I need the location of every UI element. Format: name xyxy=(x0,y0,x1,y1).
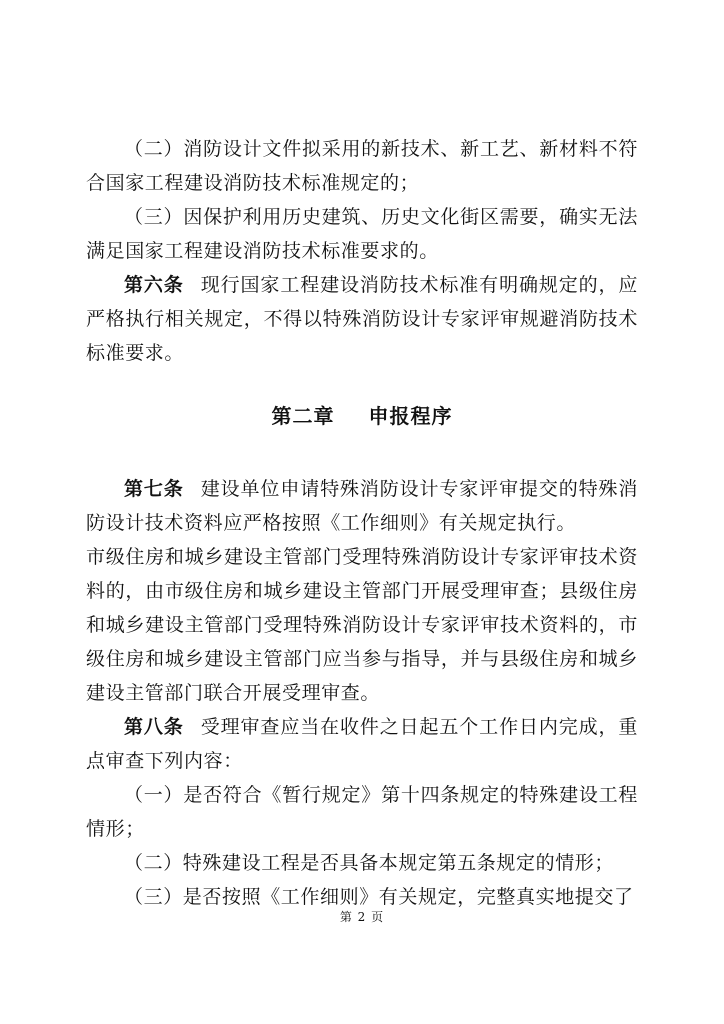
article-6-paragraph xyxy=(86,268,638,370)
chapter-number: 第二章 xyxy=(271,404,335,428)
clause-paragraph xyxy=(86,778,638,846)
clause-paragraph xyxy=(86,200,638,268)
chapter-title-text: 申报程序 xyxy=(368,404,453,428)
clause-text: （三）是否按照《工作细则》有关规定，完整真实地提交了 xyxy=(124,886,634,908)
clause-text: （二）消防设计文件拟采用的新技术、新工艺、新材料不符合国家工程建设消防技术标准规定的； xyxy=(86,138,638,194)
article-text: 现行国家工程建设消防技术标准有明确规定的，应严格执行相关规定，不得以特殊消防设计专家评审规避消防技术标准要求。 xyxy=(86,274,638,364)
article-label: 第七条 xyxy=(124,478,184,500)
article-text: 建设单位申请特殊消防设计专家评审提交的特殊消防设计技术资料应严格按照《工作细则》有关规定执行。 xyxy=(86,478,638,534)
clause-paragraph xyxy=(86,846,638,880)
article-8-paragraph xyxy=(86,710,638,778)
section-block-2 xyxy=(86,472,638,914)
clause-paragraph xyxy=(86,132,638,200)
article-7-paragraph xyxy=(86,472,638,540)
article-text: 受理审查应当在收件之日起五个工作日内完成，重点审查下列内容： xyxy=(86,716,638,772)
body-paragraph xyxy=(86,540,638,710)
clause-text: （三）因保护利用历史建筑、历史文化街区需要，确实无法满足国家工程建设消防技术标准要求的。 xyxy=(86,206,638,262)
chapter-heading xyxy=(0,400,724,429)
body-text: 市级住房和城乡建设主管部门受理特殊消防设计专家评审技术资料的，由市级住房和城乡建设主管部门开展受理审查；县级住房和城乡建设主管部门受理特殊消防设计专家评审技术资料的，市级住房和城乡建设主管部门应当参与指导，并与县级住房和城乡建设主管部门联合开展受理审查。 xyxy=(86,546,638,704)
article-label: 第八条 xyxy=(124,716,184,738)
clause-text: （一）是否符合《暂行规定》第十四条规定的特殊建设工程情形； xyxy=(86,784,638,840)
page-number: 第 2 页 xyxy=(339,910,385,924)
article-label: 第六条 xyxy=(124,274,184,296)
clause-text: （二）特殊建设工程是否具备本规定第五条规定的情形； xyxy=(124,852,615,874)
section-block-1 xyxy=(86,132,638,370)
